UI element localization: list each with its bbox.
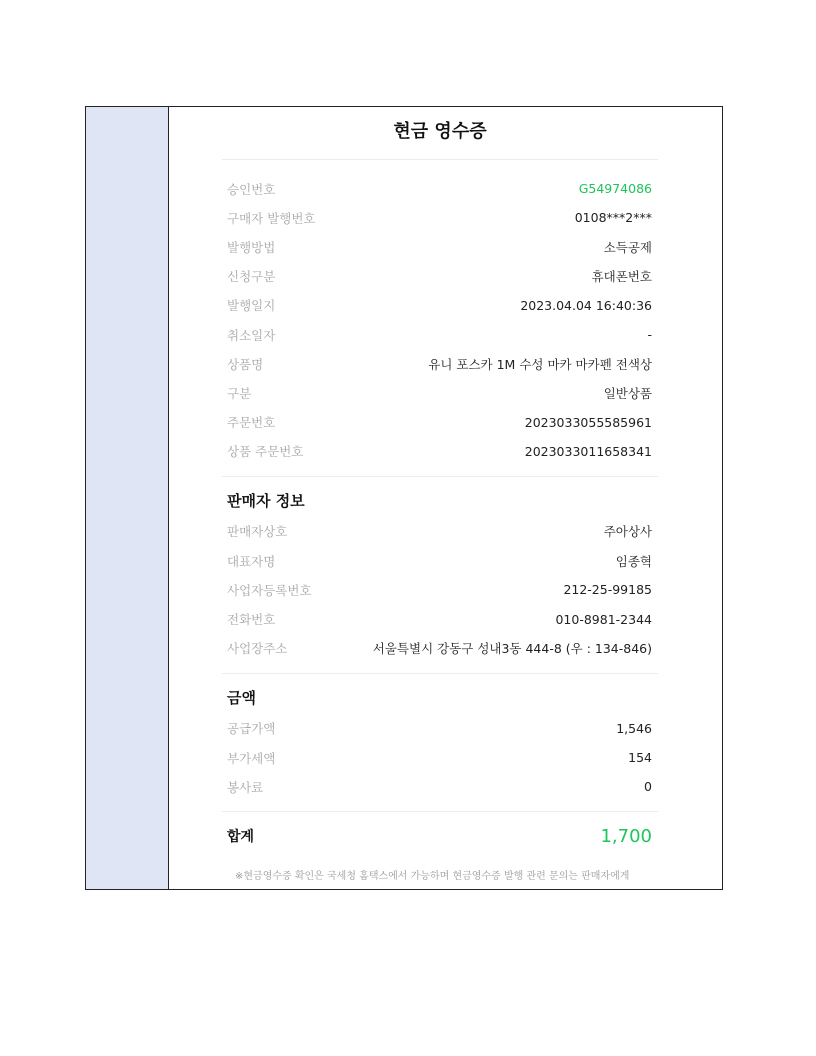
service-fee-value: 0 <box>644 779 652 795</box>
seller-name-value: 주아상사 <box>603 524 652 540</box>
issue-date-value: 2023.04.04 16:40:36 <box>520 297 652 313</box>
receipt-title: 현금 영수증 <box>222 107 658 160</box>
category-label: 구분 <box>227 385 252 401</box>
basic-info <box>222 160 658 466</box>
product-order-number-label: 상품 주문번호 <box>227 444 304 460</box>
cancel-date-label: 취소일자 <box>227 327 276 343</box>
cash-receipt <box>222 107 658 860</box>
document-frame <box>85 106 723 890</box>
info-row <box>222 349 658 378</box>
amount-info <box>222 714 658 802</box>
side-column <box>86 107 169 889</box>
supply-amount-label: 공급가액 <box>227 721 276 737</box>
section-divider <box>222 673 658 674</box>
info-row <box>222 262 658 291</box>
receipt-container <box>169 107 722 889</box>
seller-name-label: 판매자상호 <box>227 524 288 540</box>
product-name-label: 상품명 <box>227 356 264 372</box>
business-number-label: 사업자등록번호 <box>227 582 312 598</box>
issue-method-label: 발행방법 <box>227 239 276 255</box>
info-row <box>222 378 658 407</box>
info-row <box>222 634 658 663</box>
supply-amount-value: 1,546 <box>616 720 652 736</box>
vat-label: 부가세액 <box>227 750 276 766</box>
info-row <box>222 320 658 349</box>
info-row <box>222 714 658 743</box>
buyer-number-label: 구매자 발행번호 <box>227 210 316 226</box>
product-name-value: 유니 포스카 1M 수성 마카 마카펜 전색상 <box>428 356 652 372</box>
info-row <box>222 517 658 546</box>
total-value: 1,700 <box>600 825 652 847</box>
issue-method-value: 소득공제 <box>603 239 652 255</box>
vat-value: 154 <box>628 750 652 766</box>
phone-label: 전화번호 <box>227 612 276 628</box>
info-row <box>222 575 658 604</box>
section-divider <box>222 476 658 477</box>
info-row <box>222 408 658 437</box>
request-type-label: 신청구분 <box>227 269 276 285</box>
cancel-date-value: - <box>647 327 652 343</box>
total-label: 합계 <box>227 829 255 846</box>
order-number-label: 주문번호 <box>227 415 276 431</box>
approval-number-label: 승인번호 <box>227 181 276 197</box>
address-label: 사업장주소 <box>227 641 288 657</box>
info-row <box>222 546 658 575</box>
request-type-value: 휴대폰번호 <box>591 269 652 285</box>
info-row <box>222 174 658 203</box>
info-row <box>222 291 658 320</box>
approval-number-value: G54974086 <box>578 181 652 197</box>
representative-value: 임종혁 <box>615 553 652 569</box>
info-row <box>222 743 658 772</box>
info-row <box>222 203 658 232</box>
category-value: 일반상품 <box>603 385 652 401</box>
footer-note: ※현금영수증 확인은 국세청 홈택스에서 가능하며 현금영수증 발행 관련 문의는 판매자에게 <box>235 871 630 882</box>
phone-value: 010-8981-2344 <box>555 611 652 627</box>
seller-info <box>222 517 658 663</box>
business-number-value: 212-25-99185 <box>563 582 652 598</box>
info-row <box>222 772 658 801</box>
address-value: 서울특별시 강동구 성내3동 444-8 (우 : 134-846) <box>372 641 652 657</box>
issue-date-label: 발행일지 <box>227 298 276 314</box>
total-row <box>222 812 658 860</box>
info-row <box>222 437 658 466</box>
order-number-value: 2023033055585961 <box>524 414 652 430</box>
amount-title: 금액 <box>227 688 256 707</box>
product-order-number-value: 2023033011658341 <box>524 443 652 459</box>
service-fee-label: 봉사료 <box>227 779 264 795</box>
info-row <box>222 604 658 633</box>
buyer-number-value: 0108***2*** <box>574 210 652 226</box>
representative-label: 대표자명 <box>227 553 276 569</box>
info-row <box>222 232 658 261</box>
seller-info-title: 판매자 정보 <box>227 491 305 510</box>
